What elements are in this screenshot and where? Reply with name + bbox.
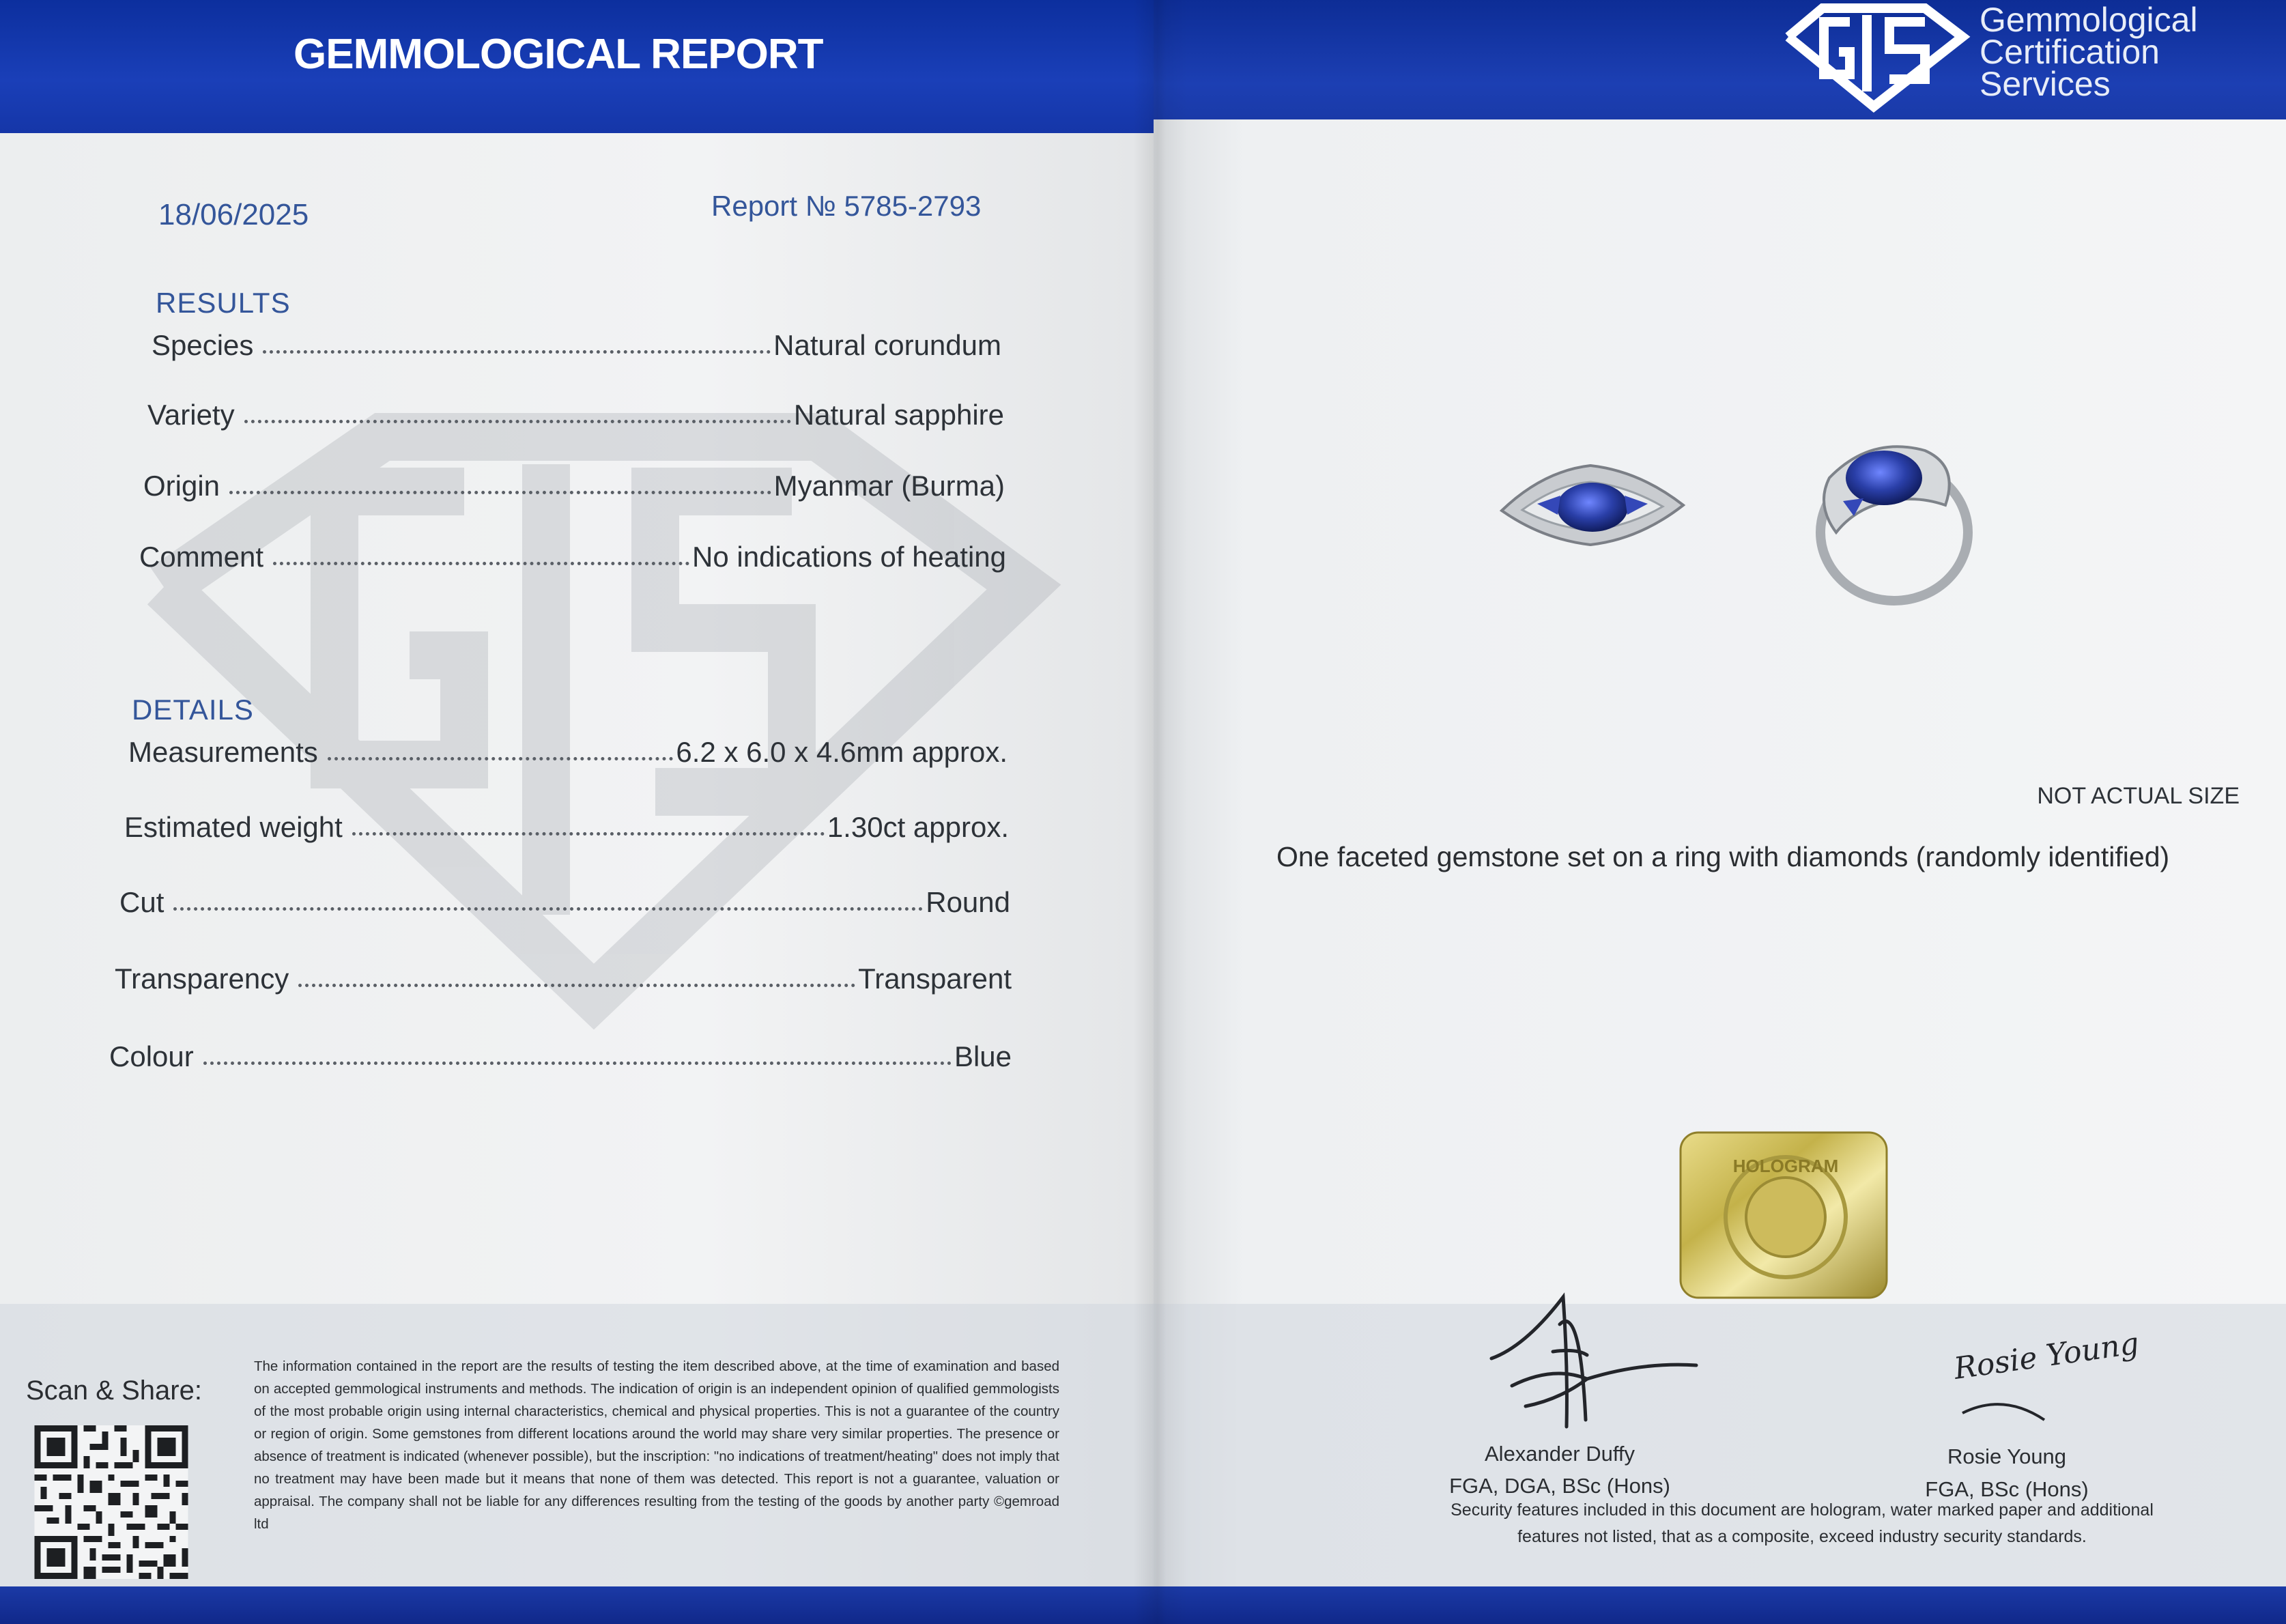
row-value: 6.2 x 6.0 x 4.6mm approx.	[676, 736, 1008, 768]
detail-row-estimated-weight	[124, 803, 1009, 844]
row-label: Transparency	[115, 963, 289, 995]
detail-row-cut	[119, 878, 1010, 919]
disclaimer-text: The information contained in the report are the results of testing the item described above, at the time of examination and based on accepted gemmological instruments and methods. The indication of origin is an independent opinion of qualified gemmologists of the most probable origin using internal characteristics, chemical and physical properties. This is not a guarantee of the country or region of origin. Some gemstones from different locations around the world may share very similar properties. The presence or absence of treatment is indicated (whenever possible), but the inscription: "no indications of treatment/heating" does not imply that no treatment may have been made but it means that none of them was detected. This report is not a guarantee, valuation or appraisal. The company shall not be liable for any differences resulting from the testing of the goods by another party ©gemroad ltd	[254, 1358, 1059, 1532]
detail-row-transparency	[115, 954, 1012, 995]
row-label: Measurements	[128, 736, 318, 768]
hologram-seal-icon	[1678, 1130, 1889, 1300]
scan-share-label: Scan & Share:	[26, 1376, 202, 1406]
row-value: No indications of heating	[692, 541, 1006, 573]
security-line: features not listed, that as a composite, exceed industry security standards.	[1517, 1527, 2087, 1546]
details-heading: DETAILS	[132, 694, 254, 726]
signatory-name: Rosie Young	[1947, 1444, 2067, 1468]
logo-line: Certification	[1980, 33, 2160, 71]
signature-text: Rosie Young	[1952, 1326, 2141, 1386]
leader-dots	[229, 491, 771, 494]
size-note: NOT ACTUAL SIZE	[2037, 783, 2240, 809]
result-row-species	[152, 321, 1001, 362]
row-value: Blue	[954, 1040, 1012, 1072]
result-row-variety	[147, 390, 1004, 431]
row-label: Estimated weight	[124, 811, 343, 843]
leader-dots	[298, 984, 855, 987]
hologram-text: HOLOGRAM	[1732, 1156, 1839, 1176]
result-row-origin	[143, 461, 1005, 502]
gcs-logo-icon	[1775, 3, 1973, 112]
ring-front-view	[1502, 466, 1683, 545]
leader-dots	[273, 562, 689, 565]
signature-duffy-icon	[1485, 1283, 1703, 1434]
row-value: Natural corundum	[773, 329, 1001, 361]
row-label: Variety	[147, 399, 235, 431]
leader-dots	[263, 350, 771, 354]
leader-dots	[328, 757, 674, 760]
ring-photo-icon	[1495, 430, 1986, 608]
row-label: Species	[152, 329, 254, 361]
report-date: 18/06/2025	[158, 198, 309, 231]
row-label: Origin	[143, 470, 220, 502]
book-gutter	[1133, 0, 1188, 1624]
signatory-name: Alexander Duffy	[1485, 1442, 1635, 1466]
row-value: 1.30ct approx.	[827, 811, 1009, 843]
leader-dots	[244, 420, 791, 423]
row-value: Natural sapphire	[793, 399, 1004, 431]
row-label: Comment	[139, 541, 264, 573]
footer-band	[0, 1586, 1174, 1624]
right-page	[1154, 0, 2286, 1624]
report-number: Report № 5785-2793	[711, 190, 982, 222]
detail-row-colour	[109, 1032, 1012, 1073]
row-label: Colour	[109, 1040, 194, 1072]
logo-line: Services	[1980, 65, 2111, 103]
gcs-logo-text	[1980, 1, 2198, 103]
row-value: Round	[926, 886, 1010, 918]
security-line: Security features included in this document are hologram, water marked paper and additional	[1451, 1500, 2154, 1520]
row-label: Cut	[119, 886, 165, 918]
detail-row-measurements	[128, 728, 1008, 769]
leader-dots	[173, 907, 923, 911]
security-note	[1392, 1497, 2212, 1550]
ring-side-view	[1820, 446, 1968, 601]
results-heading: RESULTS	[156, 287, 291, 319]
report-title: GEMMOLOGICAL REPORT	[294, 31, 823, 78]
row-value: Transparent	[858, 963, 1012, 995]
leader-dots	[352, 832, 825, 836]
logo-line: Gemmological	[1980, 1, 2198, 39]
signatory-credentials: FGA, DGA, BSc (Hons)	[1449, 1474, 1670, 1498]
row-value: Myanmar (Burma)	[773, 470, 1005, 502]
leader-dots	[203, 1062, 952, 1065]
signature-young-icon	[1942, 1326, 2141, 1447]
result-row-comment	[139, 532, 1006, 573]
signatory-credentials: FGA, BSc (Hons)	[1925, 1477, 2089, 1501]
footer-band-right	[1154, 1586, 2286, 1624]
qr-code-icon[interactable]	[33, 1425, 190, 1579]
item-description: One faceted gemstone set on a ring with diamonds (randomly identified)	[1276, 841, 2170, 872]
